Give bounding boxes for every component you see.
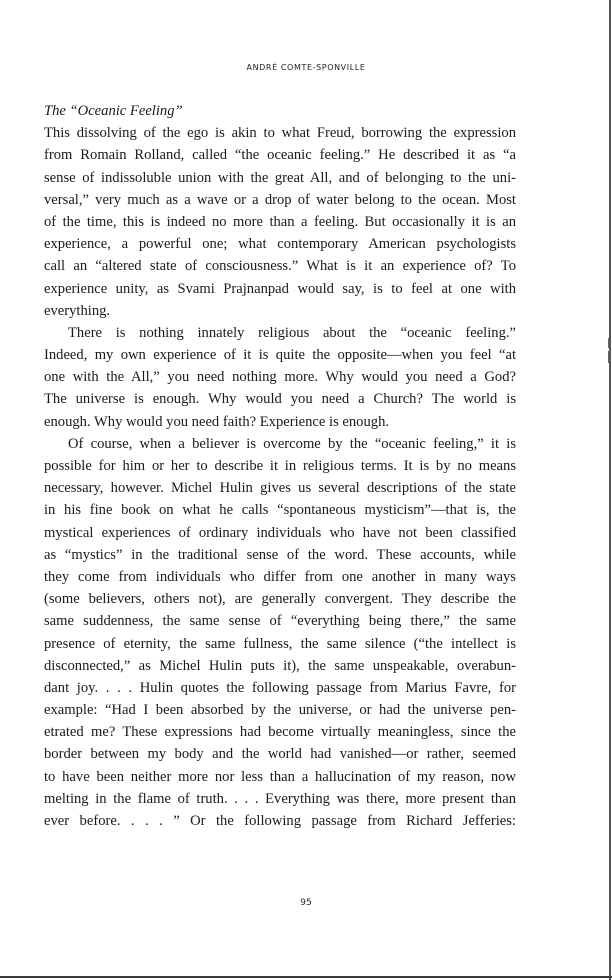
page-edge-right <box>609 0 611 980</box>
text-line: presence of eternity, the same fullness, the same silence (“the intellect is <box>44 635 516 652</box>
text-line: The universe is enough. Why would you need a Church? The world is <box>44 391 516 408</box>
text-line: (some believers, others not), are generally convergent. They describe the <box>44 591 516 608</box>
text-line: they come from individuals who differ from one another in many ways <box>44 568 516 585</box>
text-line: Indeed, my own experience of it is quite the opposite—when you feel “at <box>44 347 516 364</box>
text-line: as “mystics” in the traditional sense of the word. These accounts, while <box>44 546 516 563</box>
text-line: ever before. . . . ” Or the following passage from Richard Jefferies: <box>44 813 516 829</box>
text-line: same suddenness, the same sense of “everything being there,” the same <box>44 613 516 630</box>
paragraph-2 <box>44 322 516 433</box>
text-line: possible for him or her to describe it in religious terms. It is by no means <box>44 458 516 474</box>
text-line: everything. <box>44 302 111 319</box>
text-line: one with the All,” you need nothing more. Why would you need a God? <box>44 369 516 386</box>
text-line: experience unity, as Svami Prajnanpad would say, is to feel at one with <box>44 280 516 297</box>
page-number: 95 <box>300 898 312 908</box>
body-text <box>44 100 516 832</box>
text-line: There is nothing innately religious about the “oceanic feeling.” <box>68 324 516 341</box>
text-line: enough. Why would you need faith? Experience is enough. <box>44 413 390 430</box>
text-line: of the time, this is indeed no more than a feeling. But occasionally it is an <box>44 213 516 230</box>
text-line: sense of indissoluble union with the great All, and of belonging to the uni- <box>44 169 516 186</box>
text-line: to have been neither more nor less than a hallucination of my reason, now <box>44 768 516 785</box>
text-line: melting in the flame of truth. . . . Everything was there, more present than <box>44 790 516 807</box>
paragraph-1 <box>44 122 516 322</box>
text-line: This dissolving of the ego is akin to what Freud, borrowing the expression <box>44 125 516 142</box>
text-line: necessary, however. Michel Hulin gives us several descriptions of the state <box>44 480 516 497</box>
text-line: from Romain Rolland, called “the oceanic feeling.” He described it as “a <box>44 147 516 164</box>
section-title: The “Oceanic Feeling” <box>44 103 183 119</box>
running-head: ANDRÉ COMTE-SPONVILLE <box>246 63 366 72</box>
text-line: versal,” very much as a wave or a drop of water belong to the ocean. Most <box>44 191 516 208</box>
paragraph-3 <box>44 433 516 832</box>
text-line: experience, a powerful one; what contemporary American psychologists <box>44 236 516 253</box>
text-line: dant joy. . . . Hulin quotes the following passage from Marius Favre, for <box>44 679 516 696</box>
margin-tick <box>608 338 609 348</box>
text-line: Of course, when a believer is overcome by the “oceanic feeling,” it is <box>68 435 516 452</box>
text-line: etrated me? These expressions had become virtually meaningless, since the <box>44 724 516 741</box>
text-line: example: “Had I been absorbed by the universe, or had the universe pen- <box>44 702 516 719</box>
text-line: in his fine book on what he calls “spontaneous mysticism”—that is, the <box>44 502 516 519</box>
text-line: call an “altered state of consciousness.” What is it an experience of? To <box>44 258 516 275</box>
page-edge-bottom <box>0 976 612 978</box>
margin-tick <box>608 351 609 363</box>
text-line: disconnected,” as Michel Hulin puts it), the same unspeakable, overabun- <box>44 657 516 674</box>
text-line: mystical experiences of ordinary individuals who have not been classified <box>44 524 516 541</box>
text-line: border between my body and the world had vanished—or rather, seemed <box>44 746 516 763</box>
